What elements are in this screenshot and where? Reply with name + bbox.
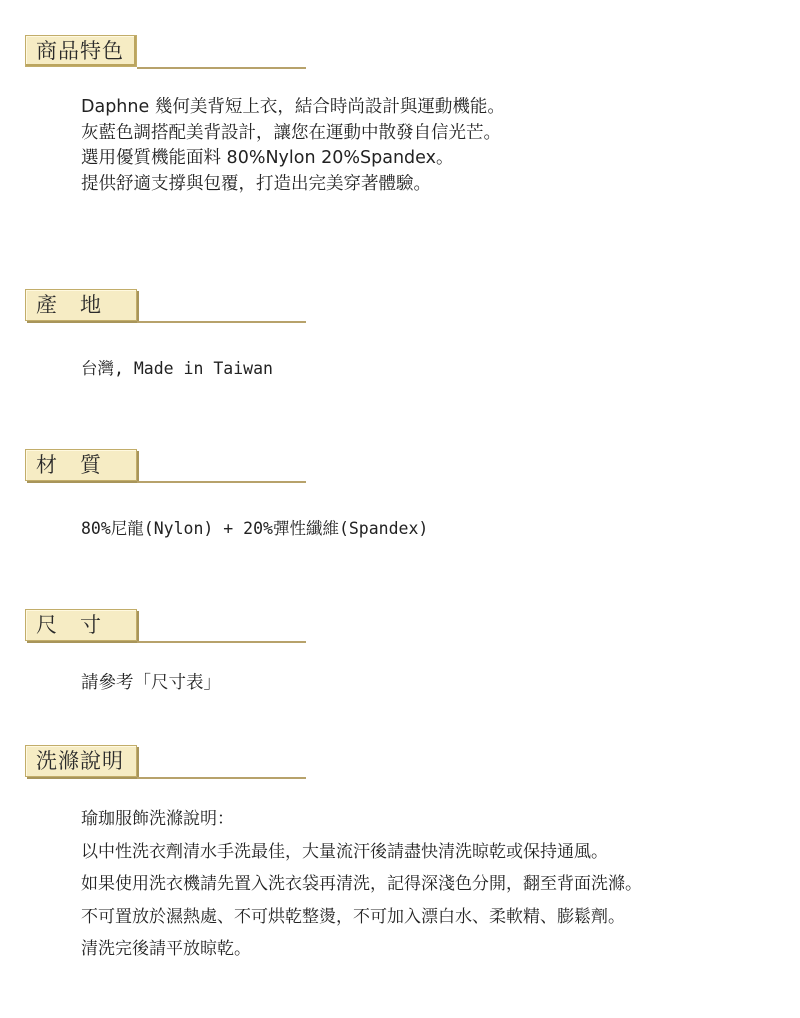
care-section-title: 洗滌說明	[25, 745, 137, 777]
care-section-rule	[137, 777, 306, 779]
material-section-header	[25, 449, 306, 483]
size-text: 請參考「尺寸表」	[81, 673, 221, 693]
size-section-header	[25, 609, 306, 643]
features-section-rule	[137, 67, 306, 69]
features-section-header	[25, 35, 306, 69]
features-line: 提供舒適支撐與包覆，打造出完美穿著體驗。	[81, 173, 431, 194]
features-line: 選用優質機能面料 80%Nylon 20%Spandex。	[81, 148, 454, 168]
features-line: 灰藍色調搭配美背設計，讓您在運動中散發自信光芒。	[81, 122, 501, 143]
size-section-body	[81, 671, 221, 697]
origin-text: 台灣, Made in Taiwan	[81, 359, 273, 378]
care-line: 不可置放於濕熱處、不可烘乾整燙，不可加入漂白水、柔軟精、膨鬆劑。	[81, 906, 625, 927]
features-section-body	[81, 95, 505, 197]
material-section-rule	[137, 481, 306, 483]
care-line: 瑜珈服飾洗滌說明：	[81, 809, 234, 829]
care-line: 如果使用洗衣機請先置入洗衣袋再清洗，記得深淺色分開，翻至背面洗滌。	[81, 874, 642, 894]
origin-section-body	[81, 356, 273, 382]
origin-section-rule	[137, 321, 306, 323]
features-line: Daphne 幾何美背短上衣，結合時尚設計與運動機能。	[81, 97, 505, 117]
care-line: 以中性洗衣劑清水手洗最佳，大量流汗後請盡快清洗晾乾或保持通風。	[81, 841, 608, 862]
origin-section-title: 產 地	[25, 289, 137, 321]
care-line: 清洗完後請平放晾乾。	[81, 939, 251, 959]
origin-section-header	[25, 289, 306, 323]
size-section-title: 尺 寸	[25, 609, 137, 641]
features-section-title: 商品特色	[25, 35, 137, 67]
care-section-body	[81, 803, 642, 966]
material-section-title: 材 質	[25, 449, 137, 481]
size-section-rule	[137, 641, 306, 643]
material-text: 80%尼龍(Nylon) + 20%彈性纖維(Spandex)	[81, 519, 429, 538]
material-section-body	[81, 516, 428, 542]
care-section-header	[25, 745, 306, 779]
